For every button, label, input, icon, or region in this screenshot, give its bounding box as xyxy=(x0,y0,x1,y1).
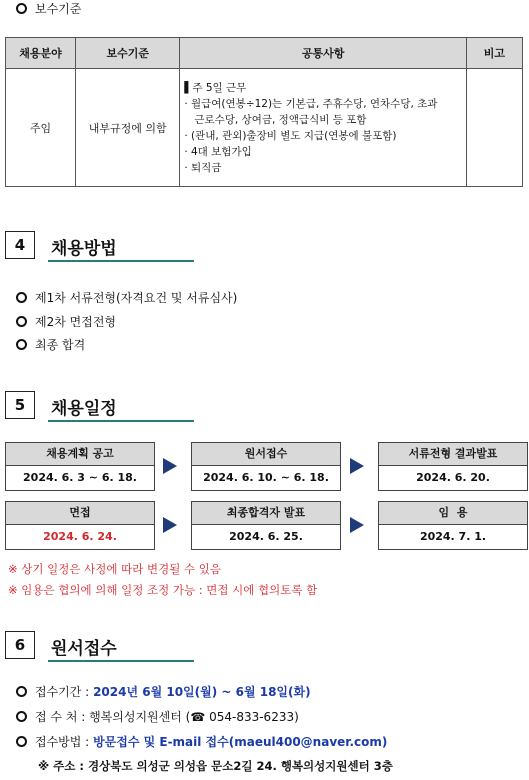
pay-section-title: 보수기준 xyxy=(16,0,81,17)
schedule-note: ※ 임용은 협의에 의해 일정 조정 가능 : 면접 시에 협의토록 함 xyxy=(8,583,318,597)
section-6-title: 원서접수 xyxy=(51,639,117,659)
schedule-step-date: 2024. 6. 24. xyxy=(6,525,154,549)
schedule-step xyxy=(191,442,341,491)
arrow-right-icon xyxy=(163,517,177,533)
section-4-number: 4 xyxy=(5,231,35,259)
common-line: 근로수당, 상여금, 정액급식비 등 포함 xyxy=(194,113,367,126)
circle-bullet-icon xyxy=(16,292,27,303)
method-item: 최종 합격 xyxy=(16,336,85,353)
application-period: 접수기간 : 2024년 6월 10일(월) ~ 6월 18일(화) xyxy=(16,683,311,700)
section-6-number: 6 xyxy=(5,631,35,659)
header-common: 공통사항 xyxy=(180,38,467,69)
schedule-step-date: 2024. 6. 20. xyxy=(379,466,527,490)
circle-bullet-icon xyxy=(16,686,27,697)
schedule-step xyxy=(378,501,528,550)
application-method: 접수방법 : 방문접수 및 E-mail 접수(maeul400@naver.com) xyxy=(16,733,387,750)
application-place: 접 수 처 : 행복의성지원센터 (☎ 054-833-6233) xyxy=(16,708,299,725)
schedule-step xyxy=(378,442,528,491)
schedule-step-label: 채용계획 공고 xyxy=(6,443,154,466)
schedule-step-label: 면접 xyxy=(6,502,154,525)
schedule-step-label: 원서접수 xyxy=(192,443,340,466)
circle-bullet-icon xyxy=(16,316,27,327)
common-line: · 월급여(연봉÷12)는 기본급, 주휴수당, 연차수당, 초과 xyxy=(184,97,438,110)
section-5-title: 채용일정 xyxy=(51,399,117,419)
circle-bullet-icon xyxy=(16,711,27,722)
section-6-underline xyxy=(48,660,194,662)
schedule-step-label: 서류전형 결과발표 xyxy=(379,443,527,466)
schedule-step-date: 2024. 6. 25. xyxy=(192,525,340,549)
schedule-step xyxy=(5,501,155,550)
header-field: 채용분야 xyxy=(6,38,76,69)
application-address: ※ 주소 : 경상북도 의성군 의성읍 문소2길 24. 행복의성지원센터 3층 xyxy=(38,759,393,773)
section-5-underline xyxy=(48,420,194,422)
circle-bullet-icon xyxy=(16,3,27,14)
schedule-step-date: 2024. 6. 10. ~ 6. 18. xyxy=(192,466,340,490)
section-4-title: 채용방법 xyxy=(51,239,117,259)
schedule-note: ※ 상기 일정은 사정에 따라 변경될 수 있음 xyxy=(8,562,221,576)
section-4-underline xyxy=(48,260,194,262)
cell-standard: 내부규정에 의함 xyxy=(76,69,180,187)
cell-field: 주임 xyxy=(6,69,76,187)
schedule-step-date: 2024. 6. 3 ~ 6. 18. xyxy=(6,466,154,490)
schedule-step-date: 2024. 7. 1. xyxy=(379,525,527,549)
arrow-right-icon xyxy=(350,517,364,533)
common-line: · (관내, 관외)출장비 별도 지급(연봉에 불포함) xyxy=(184,129,397,142)
method-item: 제2차 면접전형 xyxy=(16,313,116,330)
common-line: · 4대 보험가입 xyxy=(184,145,252,158)
header-standard: 보수기준 xyxy=(76,38,180,69)
arrow-right-icon xyxy=(350,458,364,474)
application-method-value: 방문접수 및 E-mail 접수(maeul400@naver.com) xyxy=(93,735,388,749)
common-line: · 퇴직금 xyxy=(184,161,222,174)
schedule-step xyxy=(191,501,341,550)
arrow-right-icon xyxy=(163,458,177,474)
method-item: 제1차 서류전형(자격요건 및 서류심사) xyxy=(16,289,237,306)
common-line: ▌주 5일 근무 xyxy=(184,81,247,94)
application-place-value: 행복의성지원센터 (☎ 054-833-6233) xyxy=(89,710,299,724)
schedule-step xyxy=(5,442,155,491)
cell-note xyxy=(466,69,522,187)
circle-bullet-icon xyxy=(16,339,27,350)
circle-bullet-icon xyxy=(16,736,27,747)
header-note: 비고 xyxy=(466,38,522,69)
schedule-step-label: 임 용 xyxy=(379,502,527,525)
pay-table xyxy=(5,37,523,187)
cell-common xyxy=(180,69,467,187)
application-period-value: 2024년 6월 10일(월) ~ 6월 18일(화) xyxy=(93,685,311,699)
section-5-number: 5 xyxy=(5,391,35,419)
schedule-step-label: 최종합격자 발표 xyxy=(192,502,340,525)
